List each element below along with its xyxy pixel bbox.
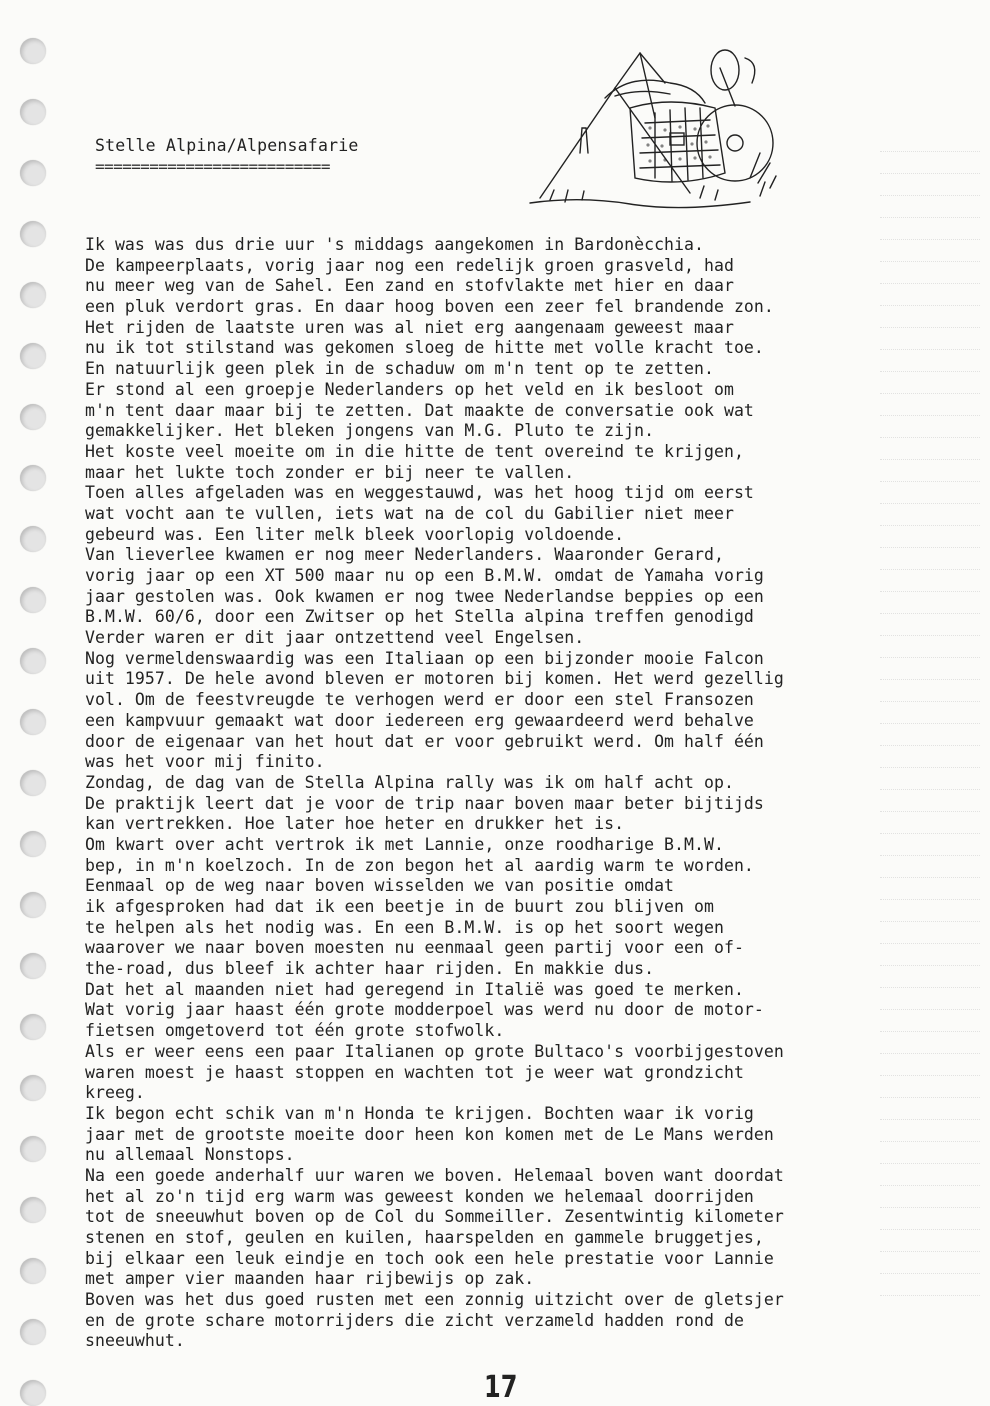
binder-hole-icon	[20, 587, 46, 613]
bleed-through-line	[880, 174, 980, 196]
text-line: jaar met de grootste moeite door heen kon komen met de Le Mans werden	[85, 1124, 774, 1144]
text-line: Toen alles afgeladen was en weggestauwd, was het hoog tijd om eerst	[85, 483, 754, 503]
text-line: waarover we naar boven moesten nu eenmaal geen partij voor een of-	[85, 938, 744, 958]
bleed-through-line	[880, 130, 980, 152]
binder-hole-icon	[20, 526, 46, 552]
text-line: Er stond al een groepje Nederlanders op het veld en ik besloot om	[85, 379, 734, 399]
text-line: stenen en stof, geulen en kuilen, haarspelden en gammele bruggetjes,	[85, 1228, 764, 1247]
text-line: nu meer weg van de Sahel. Een zand en stofvlakte met hier en daar	[85, 276, 734, 296]
text-line: En natuurlijk geen plek in de schaduw om m'n tent op te zetten.	[85, 359, 714, 379]
binder-hole-icon	[20, 892, 46, 918]
page-title: Stelle Alpina/Alpensafarie	[95, 136, 359, 155]
text-line: Nog vermeldenswaardig was een Italiaan op een bijzonder mooie Falcon	[85, 648, 764, 668]
text-line: fietsen omgetoverd tot één grote stofwolk.	[85, 1021, 505, 1041]
text-line: Van lieverlee kwamen er nog meer Nederlanders. Waaronder Gerard,	[85, 545, 724, 565]
binder-hole-icon	[20, 343, 46, 369]
text-line: Ik was was dus drie uur 's middags aangekomen in Bardonècchia.	[85, 235, 704, 254]
text-line: nu allemaal Nonstops.	[85, 1145, 295, 1165]
text-line: Het rijden de laatste uren was al niet erg aangenaam geweest maar	[85, 317, 734, 337]
text-line: Eenmaal op de weg naar boven wisselden we van positie omdat	[85, 876, 675, 896]
article-body	[85, 235, 955, 1352]
text-line: te helpen als het nodig was. En een B.M.W. is op het soort wegen	[85, 917, 724, 937]
text-line: Het koste veel moeite om in die hitte de tent overeind te krijgen,	[85, 441, 744, 461]
text-line: vol. Om de feestvreugde te verhogen werd er door een stel Fransozen	[85, 690, 754, 710]
page-number: 17	[484, 1370, 518, 1405]
text-line: uit 1957. De hele avond bleven er motoren bij komen. Het werd gezellig	[85, 669, 784, 689]
binder-hole-icon	[20, 648, 46, 674]
binder-hole-icon	[20, 1136, 46, 1162]
text-line: De kampeerplaats, vorig jaar nog een redelijk groen grasveld, had	[85, 255, 734, 275]
text-line: B.M.W. 60/6, door een Zwitser op het Stella alpina treffen genodigd	[85, 607, 754, 627]
text-line: bep, in m'n koelzoch. In de zon begon het al aardig warm te worden.	[85, 855, 754, 875]
text-line: maar het lukte toch zonder er bij neer te vallen.	[85, 462, 575, 482]
text-line: door de eigenaar van het hout dat er voor gebruikt werd. Om half één	[85, 731, 764, 751]
binder-hole-icon	[20, 160, 46, 186]
text-line: kreeg.	[85, 1083, 145, 1103]
binder-hole-icon	[20, 1197, 46, 1223]
text-line: kan vertrekken. Hoe later hoe heter en drukker het is.	[85, 814, 625, 834]
binder-hole-icon	[20, 38, 46, 64]
text-line: met amper vier maanden haar rijbewijs op zak.	[85, 1269, 535, 1289]
text-line: ik afgesproken had dat ik een beetje in de buurt zou blijven om	[85, 897, 714, 916]
binder-hole-icon	[20, 1258, 46, 1284]
text-line: nu ik tot stilstand was gekomen sloeg de hitte met volle kracht toe.	[85, 338, 764, 358]
text-line: wat vocht aan te vullen, iets wat na de col du Gabilier niet meer	[85, 503, 734, 523]
text-line: jaar gestolen was. Ook kwamen er nog twee Nederlandse beppies op een	[85, 586, 764, 606]
text-line: bij elkaar een leuk eindje en toch ook een hele prestatie voor Lannie	[85, 1248, 774, 1268]
text-line: waren moest je haast stoppen en wachten tot je weer wat grondzicht	[85, 1062, 744, 1082]
text-line: en de grote schare motorrijders die zicht verzameld hadden rond de	[85, 1310, 744, 1330]
text-line: sneeuwhut.	[85, 1331, 185, 1351]
text-line: het al zo'n tijd erg warm was geweest konden we helemaal doorrijden	[85, 1186, 754, 1206]
binder-hole-icon	[20, 465, 46, 491]
title-underline: ==========================	[95, 157, 330, 176]
binder-holes	[20, 38, 50, 1398]
bleed-through-line	[880, 152, 980, 174]
text-line: Verder waren er dit jaar ontzettend veel Engelsen.	[85, 628, 585, 648]
text-line: Zondag, de dag van de Stella Alpina rally was ik om half acht op.	[85, 772, 734, 792]
binder-hole-icon	[20, 770, 46, 796]
text-line: Als er weer eens een paar Italianen op grote Bultaco's voorbijgestoven	[85, 1041, 784, 1061]
text-line: Boven was het dus goed rusten met een zonnig uitzicht over de gletsjer	[85, 1290, 784, 1310]
binder-hole-icon	[20, 221, 46, 247]
binder-hole-icon	[20, 282, 46, 308]
text-line: een pluk verdort gras. En daar hoog boven een zeer fel brandende zon.	[85, 297, 774, 317]
text-line: gebeurd was. Een liter melk bleek voorlopig voldoende.	[85, 524, 625, 544]
text-line: gemakkelijker. Het bleken jongens van M.G. Pluto te zijn.	[85, 421, 655, 441]
text-line: Om kwart over acht vertrok ik met Lannie, onze roodharige B.M.W.	[85, 834, 724, 854]
binder-hole-icon	[20, 709, 46, 735]
binder-hole-icon	[20, 953, 46, 979]
text-line: was het voor mij finito.	[85, 752, 325, 772]
text-line: Wat vorig jaar haast één grote modderpoel was werd nu door de motor-	[85, 1000, 764, 1020]
tent-camp-sketch-icon	[520, 28, 785, 218]
binder-hole-icon	[20, 99, 46, 125]
text-line: m'n tent daar maar bij te zetten. Dat maakte de conversatie ook wat	[85, 400, 754, 420]
binder-hole-icon	[20, 404, 46, 430]
text-line: een kampvuur gemaakt wat door iedereen erg gewaardeerd werd behalve	[85, 710, 754, 730]
binder-hole-icon	[20, 1319, 46, 1345]
text-line: tot de sneeuwhut boven op de Col du Sommeiller. Zesentwintig kilometer	[85, 1207, 784, 1227]
binder-hole-icon	[20, 831, 46, 857]
text-line: Na een goede anderhalf uur waren we boven. Helemaal boven want doordat	[85, 1165, 784, 1185]
text-line: the-road, dus bleef ik achter haar rijden. En makkie dus.	[85, 959, 655, 979]
text-line: Dat het al maanden niet had geregend in Italië was goed te merken.	[85, 979, 744, 999]
binder-hole-icon	[20, 1380, 46, 1406]
text-line: Ik begon echt schik van m'n Honda te krijgen. Bochten waar ik vorig	[85, 1103, 754, 1123]
binder-hole-icon	[20, 1075, 46, 1101]
text-line: vorig jaar op een XT 500 maar nu op een B.M.W. omdat de Yamaha vorig	[85, 566, 764, 585]
binder-hole-icon	[20, 1014, 46, 1040]
text-line: De praktijk leert dat je voor de trip naar boven maar beter bijtijds	[85, 793, 764, 813]
bleed-through-line	[880, 196, 980, 218]
